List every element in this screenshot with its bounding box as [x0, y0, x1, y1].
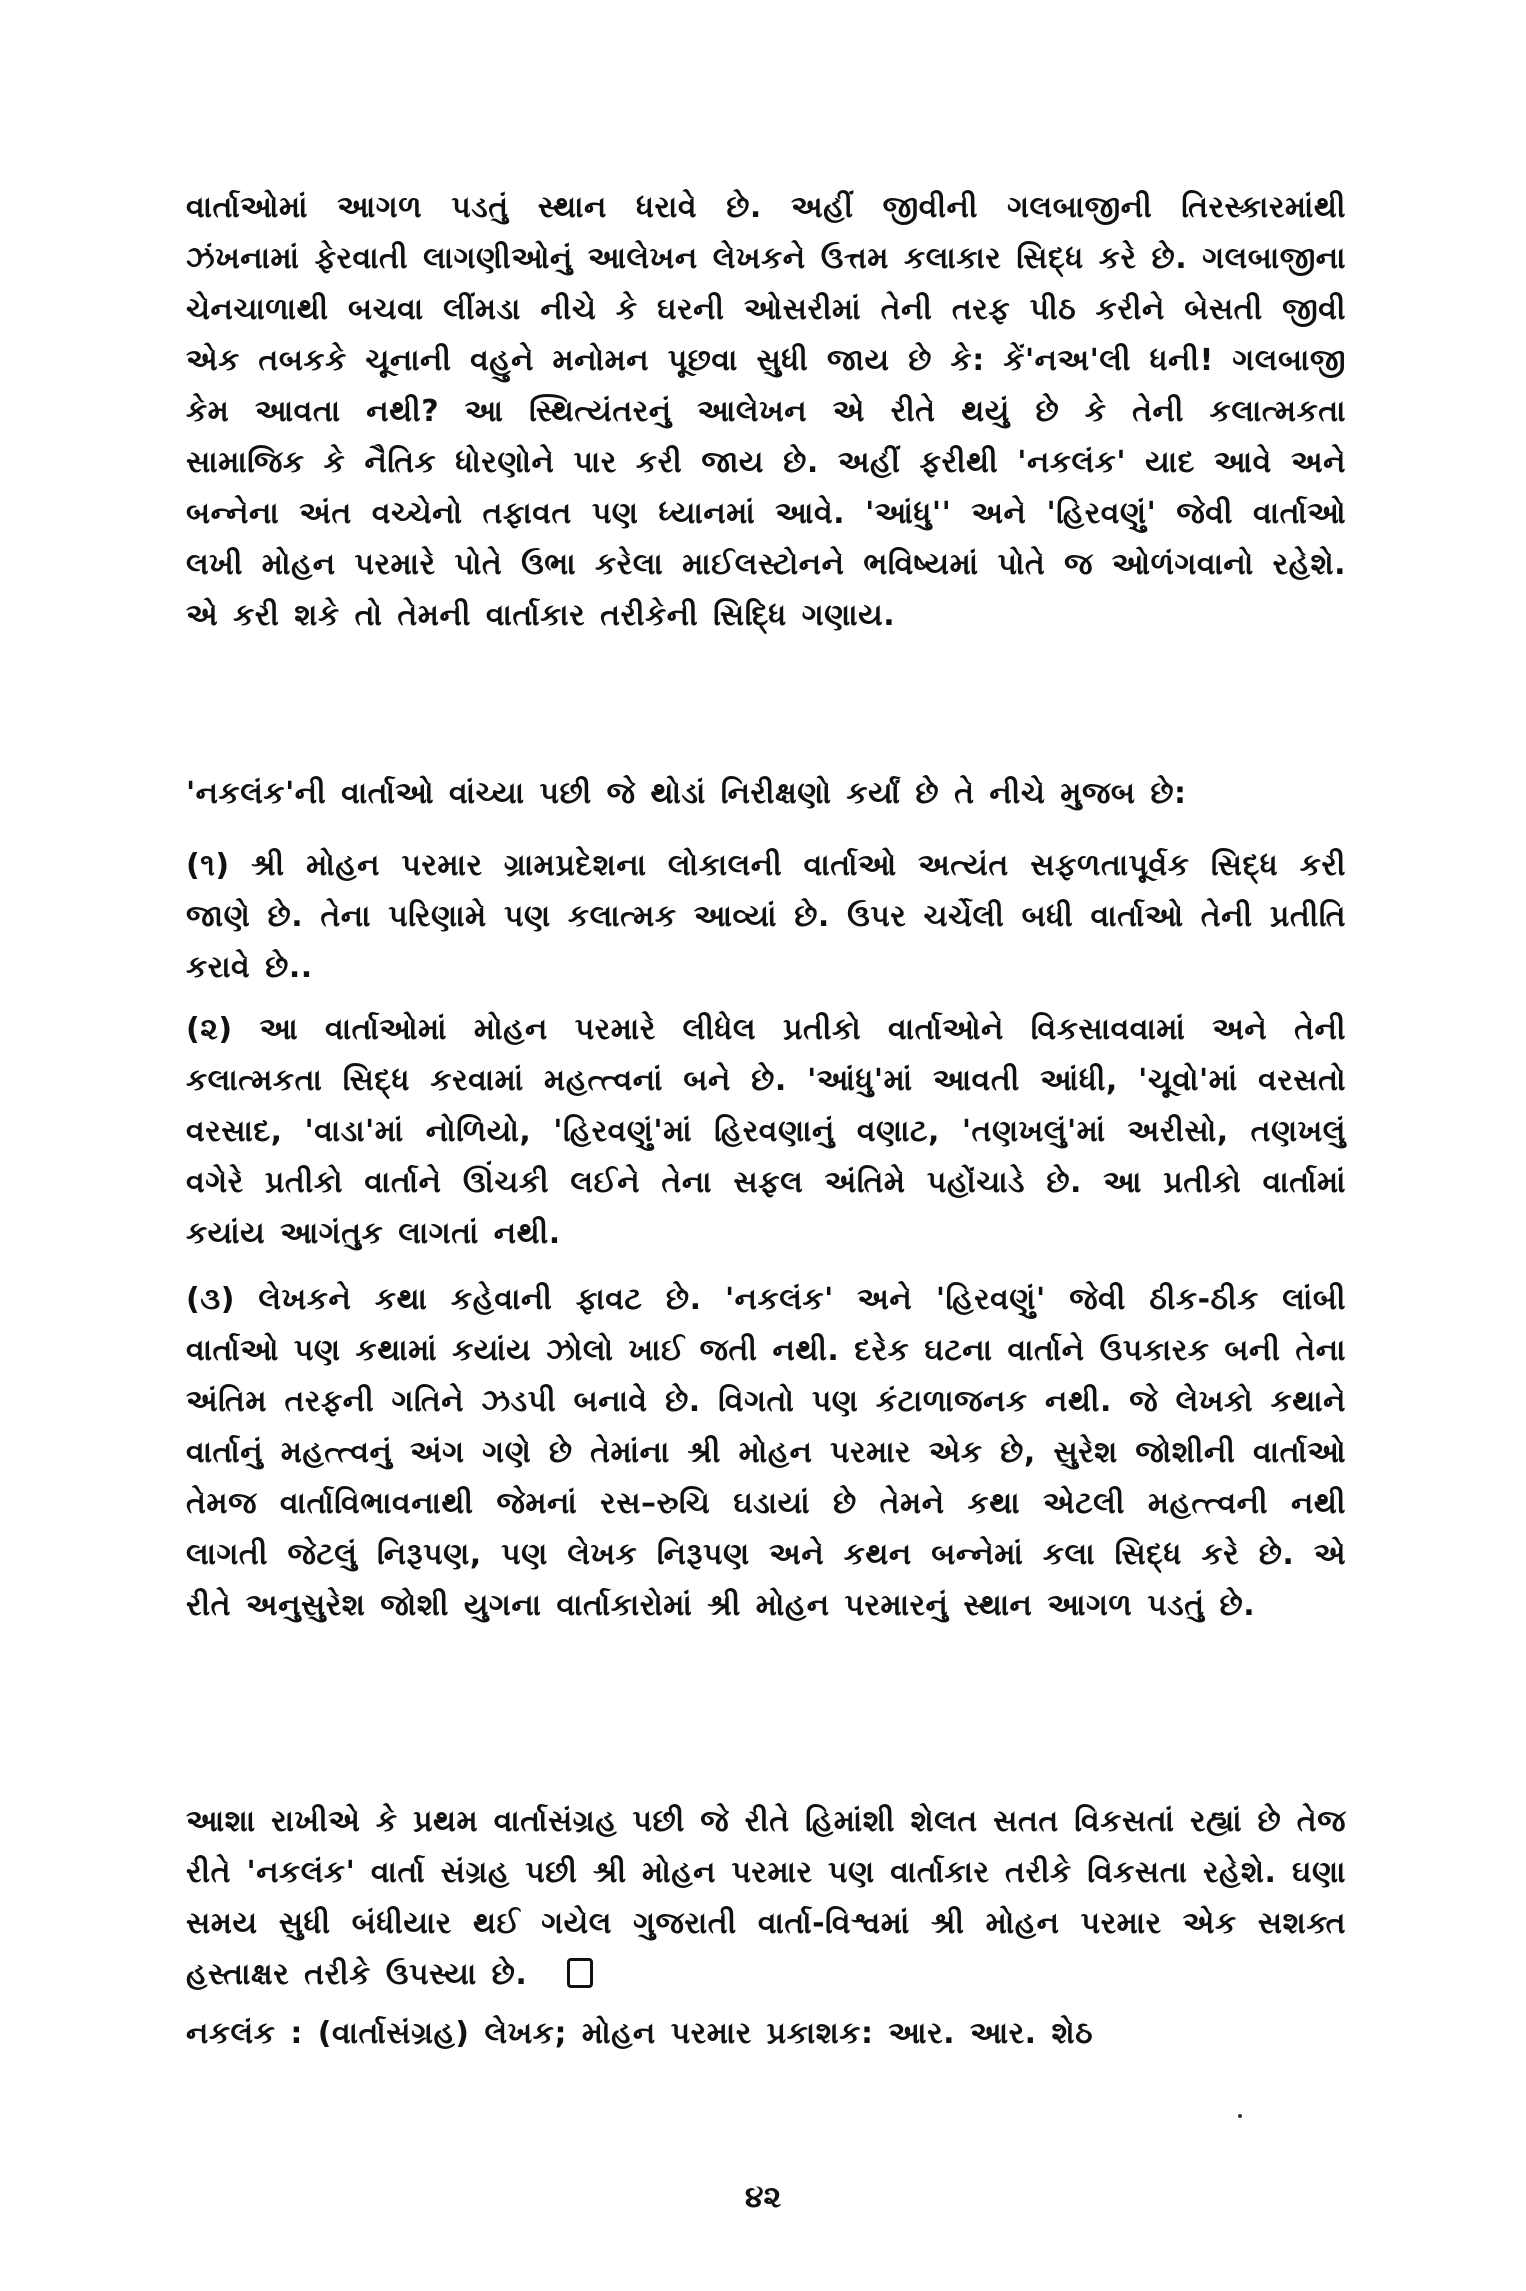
- observation-3-paragraph: (૩) લેખકને કથા કહેવાની ફાવટ છે. 'નકલંક' અને 'હિરવણું' જેવી ઠીક-ઠીક લાંબી વાર્તાઓ પણ કથામાં કયાંય ઝોલો ખાઈ જતી નથી. દરેક ઘટના વાર્તાને ઉપકારક બની તેના અંતિમ તરફની ગતિને ઝડપી બનાવે છે. વિગતો પણ કંટાળાજનક નથી. જે લેખકો કથાને વાર્તાનું મહત્ત્વનું અંગ ગણે છે તેમાંના શ્રી મોહન પરમાર એક છે, સુરેશ જોશીની વાર્તાઓ તેમજ વાર્તાવિભાવનાથી જેમનાં રસ–રુચિ ઘડાયાં છે તેમને કથા એટલી મહત્ત્વની નથી લાગતી જેટલું નિરૂપણ, પણ લેખક નિરૂપણ અને કથન બન્નેમાં કલા સિદ્ધ કરે છે. એ રીતે અનુસુરેશ જોશી યુગના વાર્તાકારોમાં શ્રી મોહન પરમારનું સ્થાન આગળ પડતું છે.: [186, 1282, 1346, 1623]
- square-end-mark-icon: [567, 1958, 593, 1988]
- observation-2-paragraph: (૨) આ વાર્તાઓમાં મોહન પરમારે લીધેલ પ્રતીકો વાર્તાઓને વિકસાવવામાં અને તેની કલાત્મકતા સિદ્ધ કરવામાં મહત્ત્વનાં બને છે. 'આંધુ'માં આવતી આંધી, 'ચૂવો'માં વરસતો વરસાદ, 'વાડા'માં નોળિયો, 'હિરવણું'માં હિરવણાનું વણાટ, 'તણખલું'માં અરીસો, તણખલું વગેરે પ્રતીકો વાર્તાને ઊંચકી લઈને તેના સફલ અંતિમે પહોંચાડે છે. આ પ્રતીકો વાર્તામાં કયાંય આગંતુક લાગતાં નથી.: [186, 1012, 1346, 1251]
- closing-paragraph-text: આશા રાખીએ કે પ્રથમ વાર્તાસંગ્રહ પછી જે રીતે હિમાંશી શેલત સતત વિકસતાં રહ્યાં છે તેજ રીતે 'નકલંક' વાર્તા સંગ્રહ પછી શ્રી મોહન પરમાર પણ વાર્તાકાર તરીકે વિકસતા રહેશે. ઘણા સમય સુધી બંધીયાર થઈ ગયેલ ગુજરાતી વાર્તા-વિશ્વમાં શ્રી મોહન પરમાર એક સશક્ત હસ્તાક્ષર તરીકે ઉપસ્યા છે.: [186, 1804, 1346, 1992]
- observation-1-paragraph: (૧) શ્રી મોહન પરમાર ગ્રામપ્રદેશના લોકાલની વાર્તાઓ અત્યંત સફળતાપૂર્વક સિદ્ધ કરી જાણે છે. તેના પરિણામે પણ કલાત્મક આવ્યાં છે. ઉપર ચર્ચેલી બધી વાર્તાઓ તેની પ્રતીતિ કરાવે છે..: [186, 848, 1346, 985]
- closing-paragraph: [186, 1796, 1346, 2000]
- book-citation: નકલંક : (વાર્તાસંગ્રહ) લેખક; મોહન પરમાર પ્રકાશક: આર. આર. શેઠ: [186, 2016, 1094, 2051]
- body-paragraph-intro: વાર્તાઓમાં આગળ પડતું સ્થાન ધરાવે છે. અહીં જીવીની ગલબાજીની તિરસ્કારમાંથી ઝંખનામાં ફેરવાતી લાગણીઓનું આલેખન લેખકને ઉત્તમ કલાકાર સિદ્ધ કરે છે. ગલબાજીના ચેનચાળાથી બચવા લીંમડા નીચે કે ઘરની ઓસરીમાં તેની તરફ પીઠ કરીને બેસતી જીવી એક તબકકે ચૂનાની વહુને મનોમન પૂછવા સુધી જાય છે કે: કેં'નઅ'લી ધની! ગલબાજી કેમ આવતા નથી? આ સ્થિત્યંતરનું આલેખન એ રીતે થયું છે કે તેની કલાત્મકતા સામાજિક કે નૈતિક ધોરણોને પાર કરી જાય છે. અહીં ફરીથી 'નકલંક' યાદ આવે અને બન્નેના અંત વચ્ચેનો તફાવત પણ ધ્યાનમાં આવે. 'આંધુ'' અને 'હિરવણું' જેવી વાર્તાઓ લખી મોહન પરમારે પોતે ઉભા કરેલા માઈલસ્ટોનને ભવિષ્યમાં પોતે જ ઓળંગવાનો રહેશે. એ કરી શકે તો તેમની વાર્તાકાર તરીકેની સિદ્ધિ ગણાય.: [186, 190, 1346, 633]
- print-speck: [1238, 2114, 1242, 2118]
- observations-heading: 'નકલંક'ની વાર્તાઓ વાંચ્યા પછી જે થોડાં નિરીક્ષણો કર્યાં છે તે નીચે મુજબ છે:: [186, 776, 1187, 811]
- page-number: ૪૨: [744, 2180, 782, 2215]
